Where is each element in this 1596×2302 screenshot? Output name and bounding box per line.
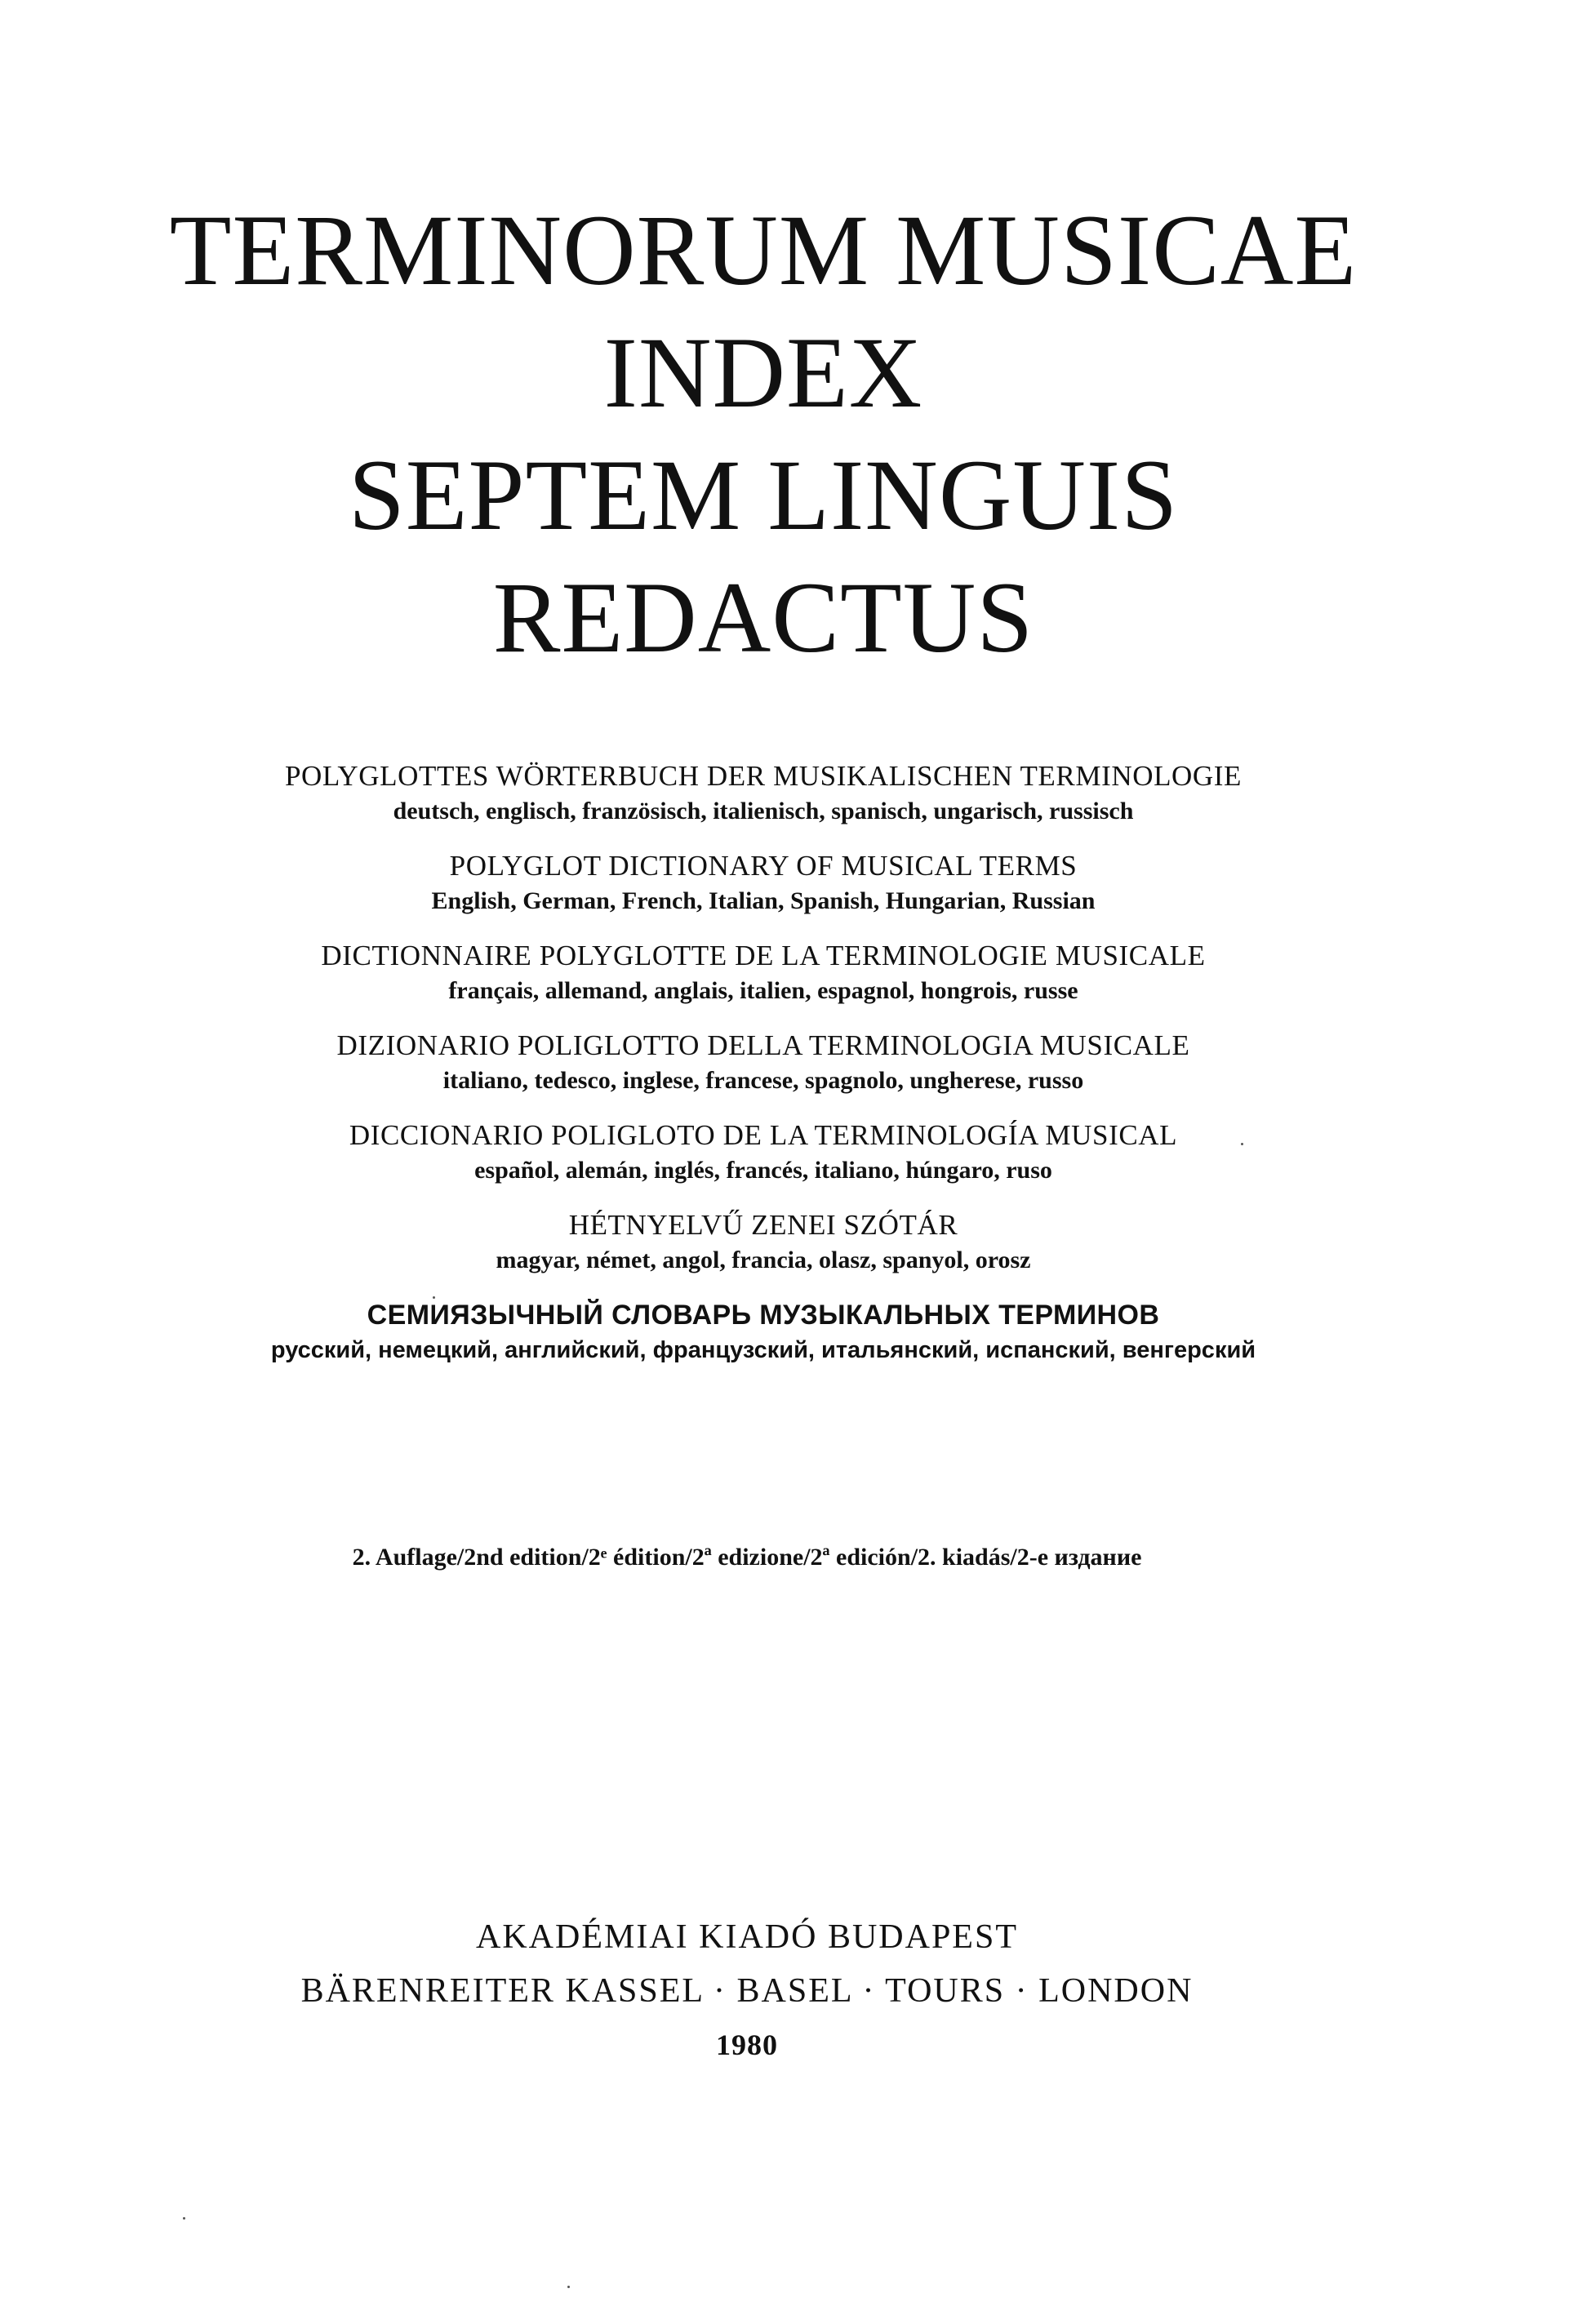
- entry-languages: italiano, tedesco, inglese, francese, spagnolo, ungherese, russo: [442, 1067, 1084, 1094]
- entry-heading: DIZIONARIO POLIGLOTTO DELLA TERMINOLOGIA MUSICALE: [336, 1029, 1190, 1061]
- entry-hungarian: [0, 1207, 1527, 1277]
- entry-languages: français, allemand, anglais, italien, espagnol, hongrois, russe: [448, 977, 1078, 1004]
- entry-languages: deutsch, englisch, französisch, italienisch, spanisch, ungarisch, russisch: [393, 798, 1134, 824]
- edition-line: 2. Auflage/2nd edition/2ᵉ édition/2ª edizione/2ª edición/2. kiadás/2-e издание: [352, 1544, 1142, 1571]
- entry-spanish: [0, 1117, 1527, 1187]
- entry-heading: HÉTNYELVŰ ZENEI SZÓTÁR: [568, 1209, 958, 1241]
- title-line: SEPTEM LINGUIS: [348, 439, 1179, 551]
- publisher-line-1: AKADÉMIAI KIADÓ BUDAPEST: [476, 1918, 1018, 1956]
- print-speck: [567, 2286, 570, 2288]
- entry-english: [0, 847, 1527, 918]
- publisher-block: [0, 1910, 1494, 2072]
- entry-languages: русский, немецкий, английский, французский, итальянский, испанский, венгерский: [270, 1337, 1256, 1363]
- entry-french: [0, 937, 1527, 1007]
- entry-german: [0, 758, 1527, 828]
- publisher-line-2: BÄRENREITER KASSEL · BASEL · TOURS · LONDON: [300, 1972, 1194, 2010]
- main-title: [0, 189, 1527, 679]
- entry-heading: DICTIONNAIRE POLYGLOTTE DE LA TERMINOLOGIE MUSICALE: [321, 940, 1206, 971]
- entry-languages: español, alemán, inglés, francés, italiano, húngaro, ruso: [474, 1157, 1052, 1184]
- entry-heading: DICCIONARIO POLIGLOTO DE LA TERMINOLOGÍA MUSICAL: [349, 1119, 1178, 1151]
- entry-languages: English, German, French, Italian, Spanish, Hungarian, Russian: [431, 887, 1096, 914]
- entry-heading: POLYGLOTTES WÖRTERBUCH DER MUSIKALISCHEN TERMINOLOGIE: [284, 760, 1243, 792]
- title-line: REDACTUS: [492, 562, 1034, 673]
- title-line: TERMINORUM MUSICAE: [169, 194, 1358, 306]
- publication-year: 1980: [716, 2029, 778, 2061]
- entry-russian: [0, 1296, 1527, 1367]
- polyglot-headings: [0, 758, 1527, 1386]
- entry-heading: POLYGLOT DICTIONARY OF MUSICAL TERMS: [449, 850, 1078, 882]
- print-speck: [183, 2217, 185, 2220]
- entry-languages: magyar, német, angol, francia, olasz, spanyol, orosz: [496, 1247, 1031, 1273]
- print-speck: [433, 1296, 435, 1299]
- entry-heading: СЕМИЯЗЫЧНЫЙ СЛОВАРЬ МУЗЫКАЛЬНЫХ ТЕРМИНОВ: [367, 1300, 1160, 1331]
- title-line: INDEX: [603, 317, 923, 429]
- print-speck: [1241, 1143, 1243, 1145]
- entry-italian: [0, 1027, 1527, 1097]
